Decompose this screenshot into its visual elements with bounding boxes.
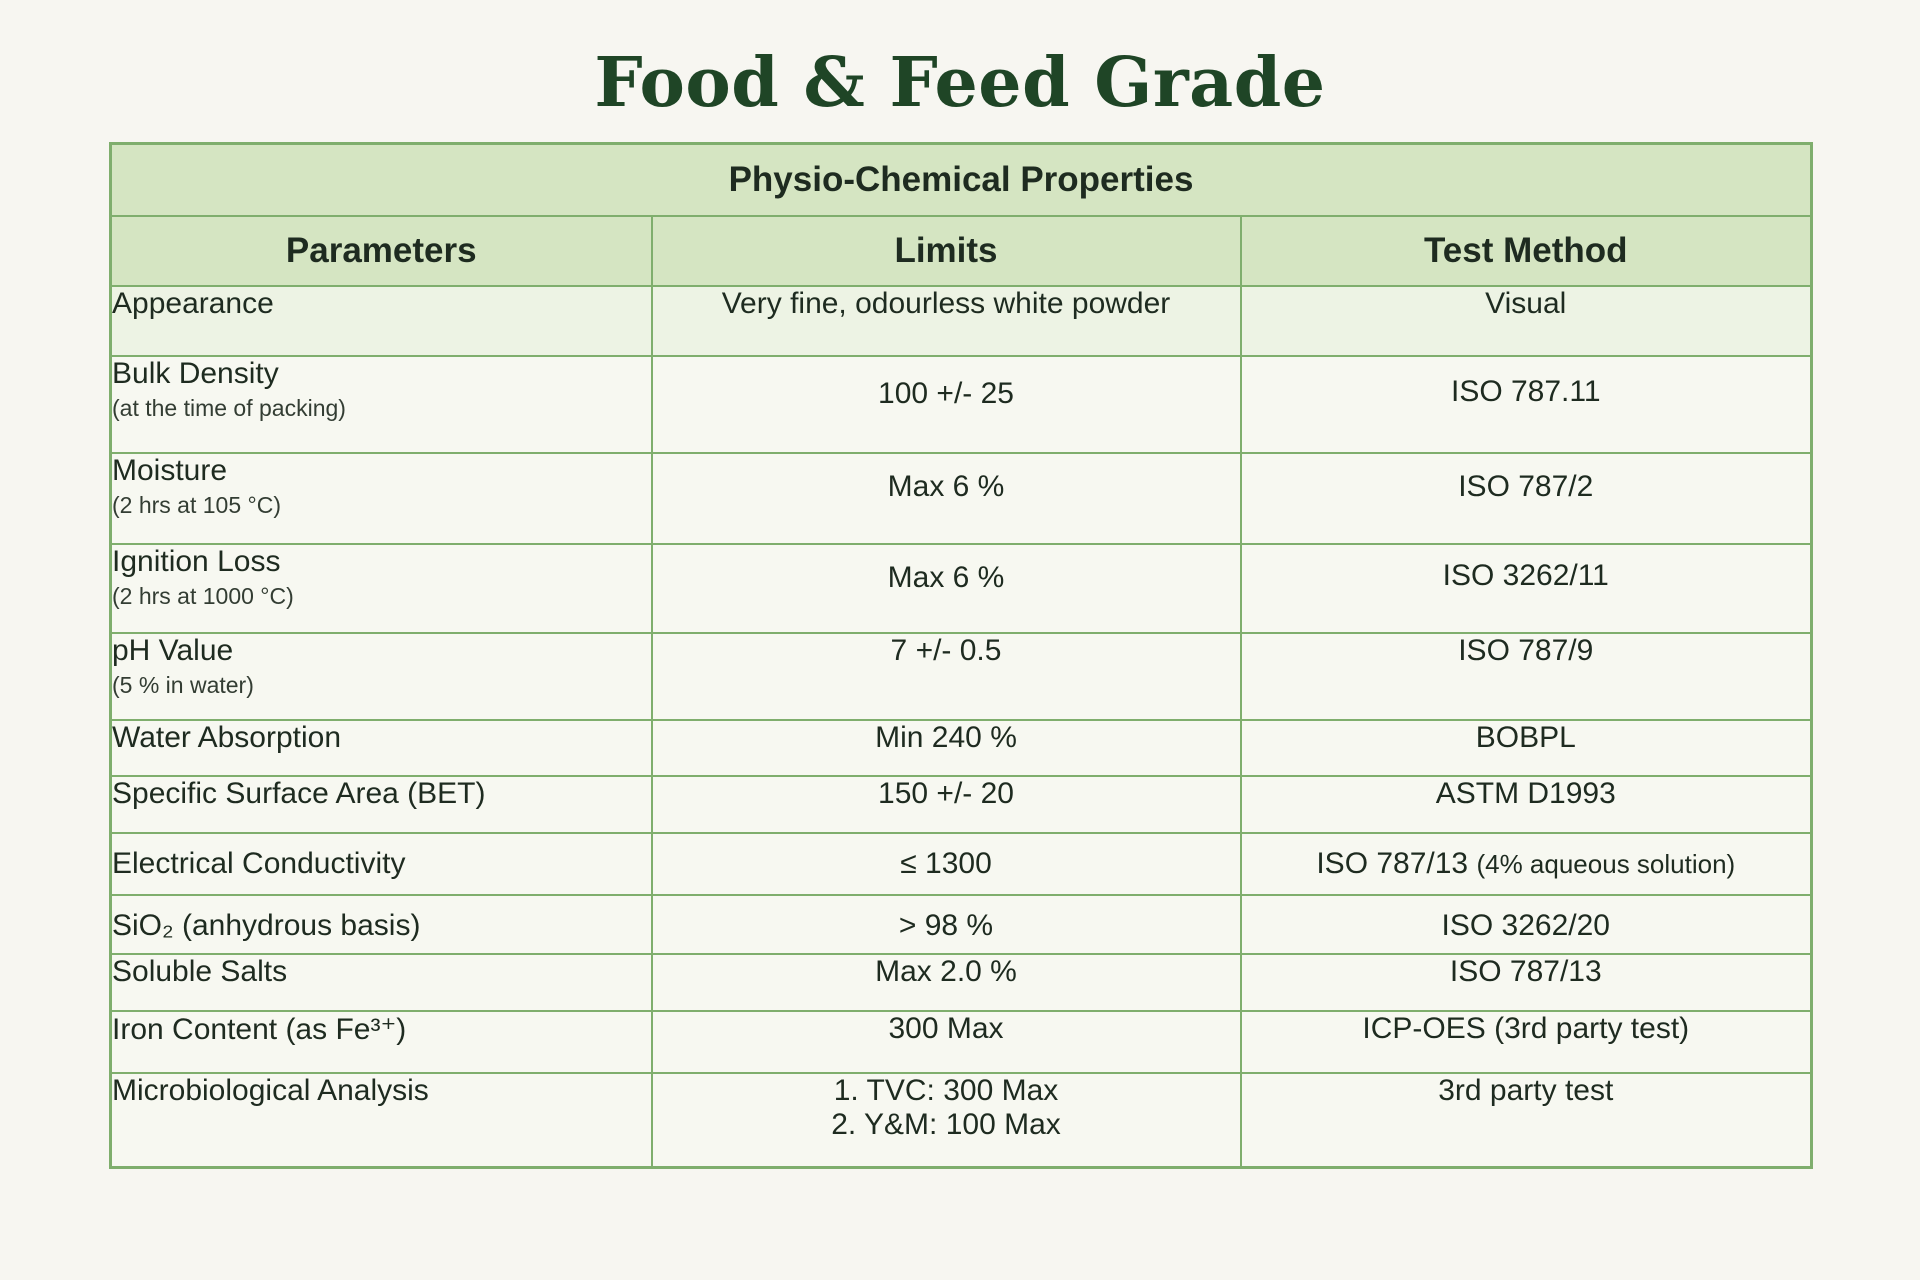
limit-cell: 7 +/- 0.5 — [652, 633, 1241, 720]
column-header-parameters: Parameters — [111, 216, 652, 286]
limit-cell: > 98 % — [652, 895, 1241, 954]
parameter-cell — [111, 544, 652, 633]
parameter-cell — [111, 895, 652, 954]
table-row — [111, 895, 1812, 954]
limit-cell: ≤ 1300 — [652, 833, 1241, 895]
parameter-cell — [111, 776, 652, 833]
table-row — [111, 544, 1812, 633]
parameter-name: SiO₂ (anhydrous basis) — [112, 909, 421, 942]
limit-cell: 150 +/- 20 — [652, 776, 1241, 833]
limit-cell: Max 6 % — [652, 544, 1241, 633]
parameter-name: pH Value — [112, 634, 234, 667]
method-cell: ISO 787/13 — [1241, 954, 1812, 1011]
method-cell: BOBPL — [1241, 720, 1812, 776]
table-row — [111, 776, 1812, 833]
limit-cell — [652, 1073, 1241, 1167]
parameter-cell — [111, 720, 652, 776]
method-cell: Visual — [1241, 286, 1812, 356]
column-header-row — [111, 216, 1812, 286]
method-name: ISO 787/13 — [1316, 847, 1469, 880]
parameter-name: Bulk Density — [112, 357, 279, 390]
parameter-name: Water Absorption — [112, 721, 341, 754]
limit-cell: 300 Max — [652, 1011, 1241, 1073]
parameter-cell — [111, 453, 652, 544]
table-row — [111, 1073, 1812, 1167]
parameter-cell — [111, 954, 652, 1011]
method-note: (4% aqueous solution) — [1476, 849, 1736, 879]
parameter-cell — [111, 1073, 652, 1167]
parameter-cell — [111, 356, 652, 453]
method-cell — [1241, 833, 1812, 895]
method-cell: 3rd party test — [1241, 1073, 1812, 1167]
properties-table — [109, 142, 1813, 1169]
method-cell: ISO 787/9 — [1241, 633, 1812, 720]
method-cell: ISO 787.11 — [1241, 356, 1812, 453]
table-row — [111, 1011, 1812, 1073]
table-row — [111, 286, 1812, 356]
parameter-name: Ignition Loss — [112, 545, 281, 578]
parameter-cell — [111, 633, 652, 720]
parameter-condition: (2 hrs at 1000 °C) — [112, 583, 294, 609]
method-cell: ICP-OES (3rd party test) — [1241, 1011, 1812, 1073]
limit-cell: Min 240 % — [652, 720, 1241, 776]
parameter-condition: (2 hrs at 105 °C) — [112, 492, 281, 518]
method-cell: ISO 3262/20 — [1241, 895, 1812, 954]
parameter-condition: (5 % in water) — [112, 672, 254, 698]
limit-cell: 100 +/- 25 — [652, 356, 1241, 453]
method-cell: ISO 3262/11 — [1241, 544, 1812, 633]
column-header-limits: Limits — [652, 216, 1241, 286]
limit-cell: Very fine, odourless white powder — [652, 286, 1241, 356]
column-header-test-method: Test Method — [1241, 216, 1812, 286]
table-row — [111, 720, 1812, 776]
page-title: Food & Feed Grade — [594, 43, 1326, 123]
method-cell: ISO 787/2 — [1241, 453, 1812, 544]
table-banner: Physio-Chemical Properties — [111, 144, 1812, 217]
table-banner-row — [111, 144, 1812, 217]
table-row — [111, 633, 1812, 720]
parameter-name: Soluble Salts — [112, 955, 288, 988]
parameter-name: Appearance — [112, 287, 274, 320]
parameter-condition: (at the time of packing) — [112, 395, 346, 421]
parameter-cell — [111, 286, 652, 356]
parameter-name: Specific Surface Area (BET) — [112, 777, 486, 810]
table-row — [111, 954, 1812, 1011]
limit-cell: Max 2.0 % — [652, 954, 1241, 1011]
limit-cell: Max 6 % — [652, 453, 1241, 544]
limit-line: 2. Y&M: 100 Max — [831, 1108, 1061, 1141]
table-row — [111, 356, 1812, 453]
limit-line: 1. TVC: 300 Max — [833, 1074, 1059, 1107]
parameter-name: Iron Content (as Fe³⁺) — [112, 1013, 407, 1046]
method-cell: ASTM D1993 — [1241, 776, 1812, 833]
parameter-cell — [111, 1011, 652, 1073]
parameter-name: Microbiological Analysis — [112, 1074, 429, 1107]
parameter-name: Moisture — [112, 454, 228, 487]
table-row — [111, 833, 1812, 895]
parameter-cell — [111, 833, 652, 895]
parameter-name: Electrical Conductivity — [112, 847, 406, 880]
table-row — [111, 453, 1812, 544]
